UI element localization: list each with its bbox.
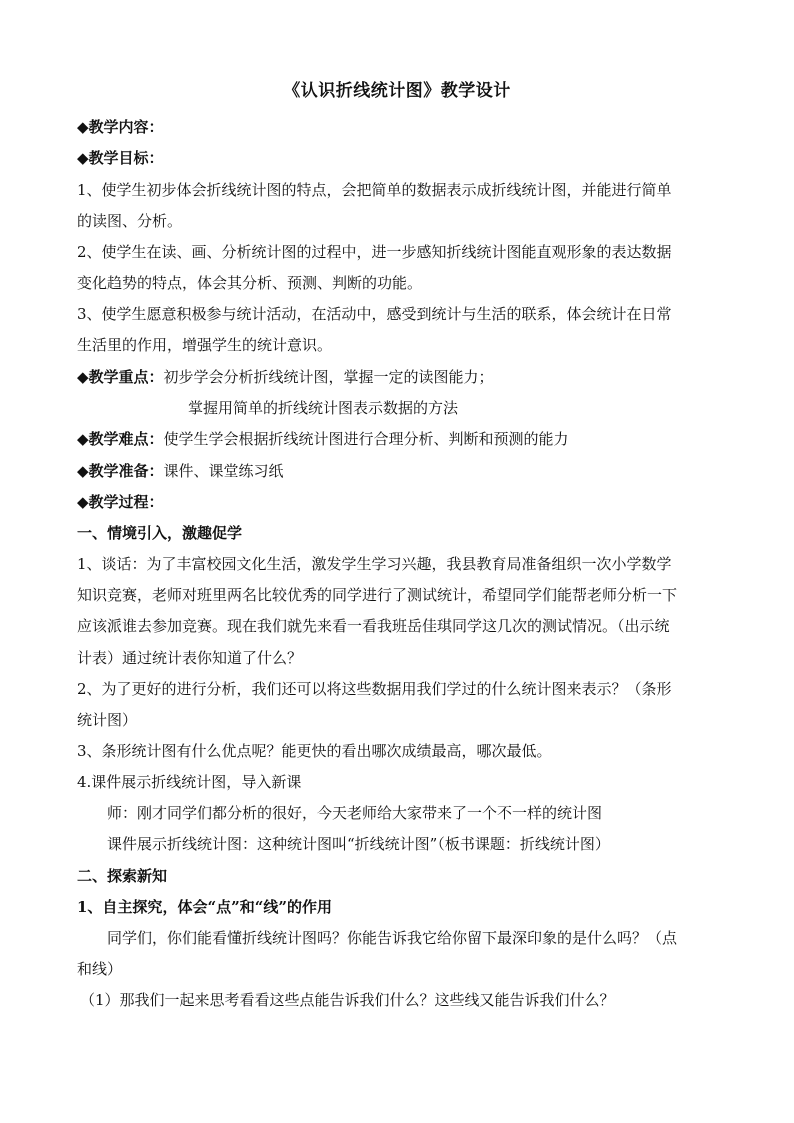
- part-1-item-1-line-1: 1、谈话：为了丰富校园文化生活，激发学生学习兴趣，我县教育局准备组织一次小学数学: [77, 555, 672, 573]
- key-points-text-1: 初步学会分析折线统计图，掌握一定的读图能力；: [163, 368, 494, 386]
- key-points-label: ◆教学重点：: [77, 368, 164, 386]
- part-1-item-2-line-1: 2、为了更好的进行分析，我们还可以将这些数据用我们学过的什么统计图来表示？（条形: [77, 680, 672, 698]
- part-1-item-3: 3、条形统计图有什么优点呢？能更快的看出哪次成绩最高，哪次最低。: [77, 742, 552, 760]
- part-1-item-4-line-a: 师：刚才同学们都分析的很好，今天老师给大家带来了一个不一样的统计图: [107, 804, 603, 822]
- goal-3-line-2: 生活里的作用，增强学生的统计意识。: [77, 336, 333, 354]
- goal-1-line-2: 的读图、分析。: [77, 212, 183, 230]
- difficulty-row: [77, 428, 717, 450]
- part-2-sub-1-line-2: 和线）: [77, 960, 123, 978]
- part-2-heading: 二、探索新知: [77, 867, 168, 885]
- part-1-item-4-line-b: 课件展示折线统计图：这种统计图叫“折线统计图”（板书课题：折线统计图）: [107, 835, 610, 853]
- difficulty-label: ◆教学难点：: [77, 430, 164, 448]
- teaching-goals-label: ◆教学目标：: [77, 149, 164, 167]
- key-points-row: [77, 366, 717, 388]
- key-points-text-2: 掌握用简单的折线统计图表示数据的方法: [188, 399, 459, 417]
- preparation-label: ◆教学准备：: [77, 462, 164, 480]
- part-1-item-1-line-4: 计表）通过统计表你知道了什么？: [77, 649, 303, 667]
- part-1-item-1-line-3: 应该派谁去参加竞赛。现在我们就先来看一看我班岳佳琪同学这几次的测试情况。（出示统: [77, 617, 670, 635]
- preparation-row: [77, 460, 717, 482]
- part-2-sub-1-line-3: （1）那我们一起来思考看看这些点能告诉我们什么？这些线又能告诉我们什么？: [80, 991, 615, 1009]
- teaching-content-label: ◆教学内容：: [77, 118, 164, 136]
- document-title: 《认识折线统计图》教学设计: [283, 81, 511, 101]
- part-1-item-1-line-2: 知识竞赛，老师对班里两名比较优秀的同学进行了测试统计，希望同学们能帮老师分析一下: [77, 586, 678, 604]
- part-1-item-4: 4.课件展示折线统计图，导入新课: [77, 773, 302, 791]
- preparation-text: 课件、课堂练习纸: [163, 462, 284, 480]
- goal-1-line-1: 1、使学生初步体会折线统计图的特点，会把简单的数据表示成折线统计图，并能进行简单: [77, 181, 672, 199]
- process-label: ◆教学过程：: [77, 493, 164, 511]
- part-2-sub-1-line-1: 同学们，你们能看懂折线统计图吗？你能告诉我它给你留下最深印象的是什么吗？（点: [107, 929, 678, 947]
- part-1-item-2-line-2: 统计图）: [77, 711, 138, 729]
- goal-3-line-1: 3、使学生愿意积极参与统计活动，在活动中，感受到统计与生活的联系，体会统计在日常: [77, 305, 672, 323]
- goal-2-line-1: 2、使学生在读、画、分析统计图的过程中，进一步感知折线统计图能直观形象的表达数据: [77, 243, 672, 261]
- part-2-sub-1-heading: 1、自主探究，体会“点”和“线”的作用: [77, 898, 332, 916]
- difficulty-text: 使学生学会根据折线统计图进行合理分析、判断和预测的能力: [163, 430, 569, 448]
- part-1-heading: 一、情境引入，激趣促学: [77, 524, 243, 542]
- goal-2-line-2: 变化趋势的特点，体会其分析、预测、判断的功能。: [77, 274, 423, 292]
